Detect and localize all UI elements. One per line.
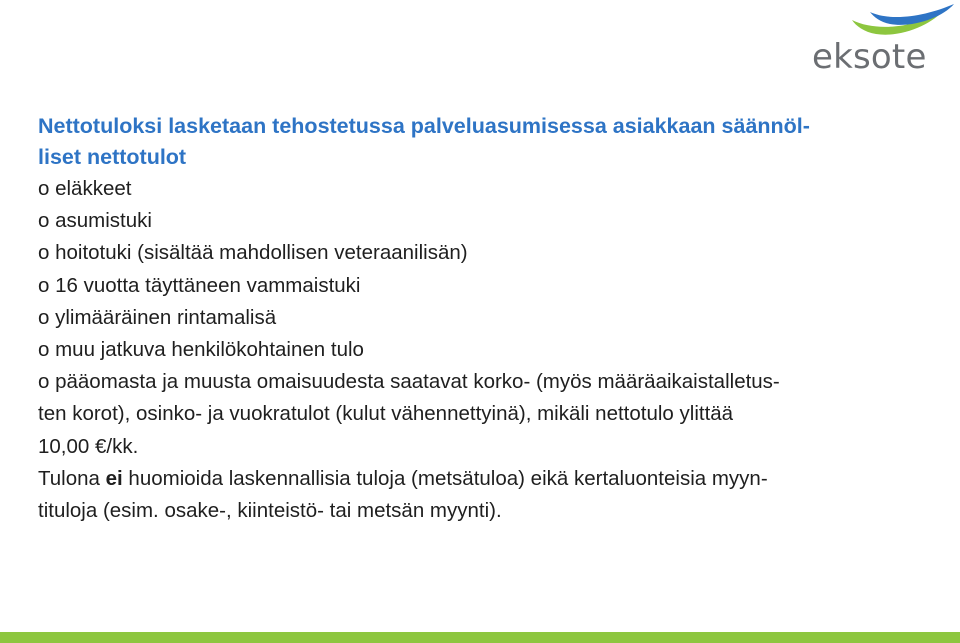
list-item: o muu jatkuva henkilökohtainen tulo <box>38 338 364 362</box>
list-item: o eläkkeet <box>38 177 132 200</box>
note-rest: huomioida laskennallisia tuloja (metsätuloa) eikä kertaluonteisia myyn- <box>122 466 768 490</box>
logo-swoosh-icon <box>846 2 958 42</box>
bottom-accent-bar <box>0 632 960 643</box>
text-line: tituloja (esim. osake-, kiinteistö- tai metsän myynti). <box>38 499 502 523</box>
heading-line: Nettotuloksi lasketaan tehostetussa palveluasumisessa asiakkaan säännöl- <box>38 114 810 138</box>
page-heading <box>38 111 933 173</box>
list-item: o asumistuki <box>38 209 152 233</box>
note-paragraph <box>38 463 933 527</box>
list-item: o hoitotuki (sisältää mahdollisen veteraanilisän) <box>38 241 468 265</box>
note-prefix: Tulona <box>38 466 106 490</box>
slide-content <box>38 111 933 527</box>
list-item: o ylimääräinen rintamalisä <box>38 305 277 329</box>
note-emphasis: ei <box>105 466 123 490</box>
heading-line: liset nettotulot <box>38 145 187 169</box>
text-line: ten korot), osinko- ja vuokratulot (kulut vähennettyinä), mikäli nettotulo ylittää <box>38 402 734 426</box>
text-line: o pääomasta ja muusta omaisuudesta saatavat korko- (myös määräaikaistalletus- <box>38 370 780 394</box>
list-item: o 16 vuotta täyttäneen vammaistuki <box>38 273 361 297</box>
list-item-capital-income <box>38 366 933 463</box>
logo-wordmark: eksote <box>812 37 927 77</box>
text-line <box>38 463 933 495</box>
eksote-logo <box>806 0 956 86</box>
text-line: 10,00 €/kk. <box>38 434 139 458</box>
